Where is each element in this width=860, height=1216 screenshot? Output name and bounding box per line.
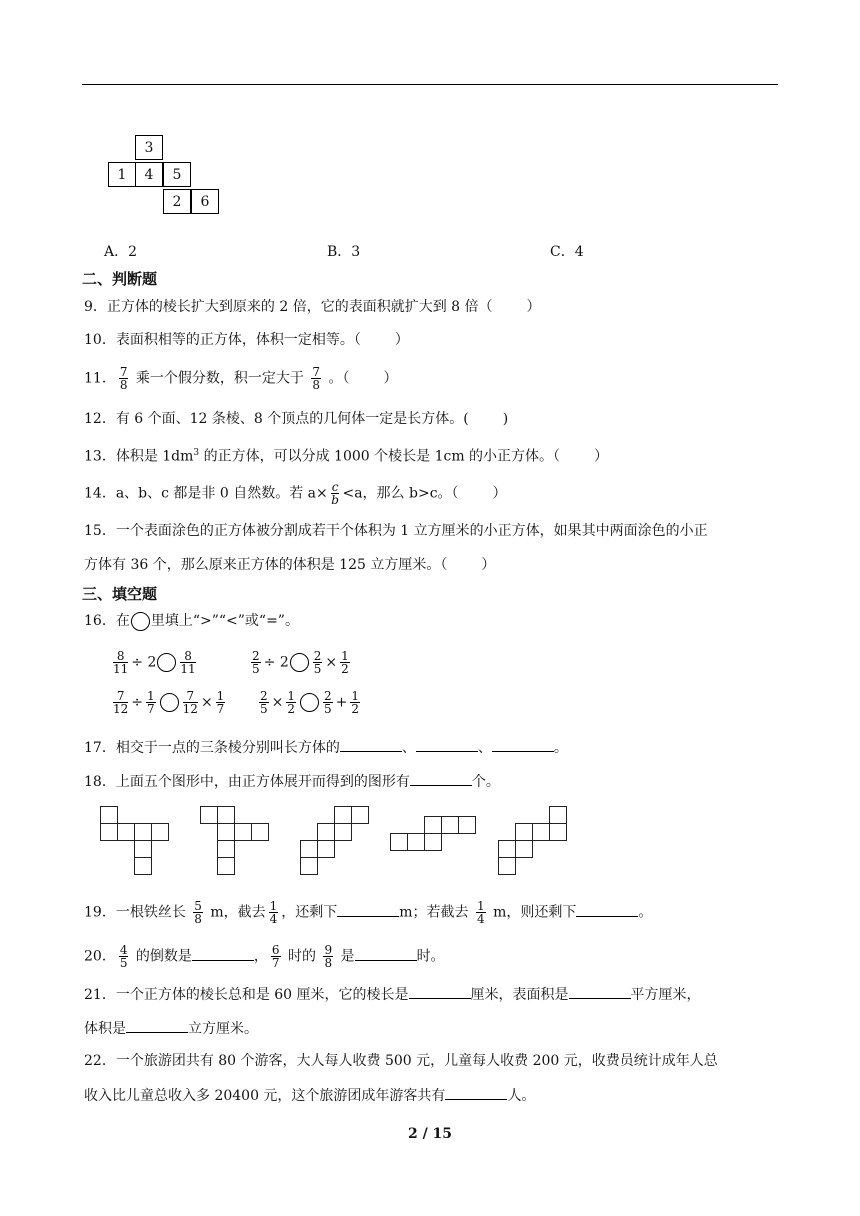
answer-blank[interactable] [492,737,554,752]
compare-circle [131,612,150,631]
question-17: 17．相交于一点的三条棱分别叫长方体的 、 、 。 [84,737,568,758]
compare-circle[interactable] [300,693,319,712]
question-22-line2: 收入比儿童总收入多 20400 元，这个旅游团成年游客共有 人。 [84,1085,535,1106]
answer-blank[interactable] [340,737,402,752]
question-11: 11． $\frac{7}{8}$ 乘一个假分数，积一定大于 $\frac{7}{8}$ 。（ ） [84,365,398,392]
answer-blank[interactable] [355,946,417,961]
net-cell: 4 [135,162,163,187]
choice-a: A．2 [104,244,138,260]
net-figure-1 [100,806,174,876]
compare-circle[interactable] [157,653,176,672]
compare-circle[interactable] [290,653,309,672]
choice-c: C．4 [550,244,584,260]
net-cell: 2 [163,189,191,214]
question-21-line1: 21．一个正方体的棱长总和是 60 厘米，它的棱长是 厘米，表面积是 平方厘米， [84,984,701,1005]
net-figure-2 [200,806,274,876]
answer-blank[interactable] [337,902,399,917]
page-number: 2 / 15 [407,1126,453,1142]
question-16: 16．在 里填上“>”“<”或“=”。 [84,613,299,629]
question-20: 20． $\frac{4}{5}$ 的倒数是 ， $\frac{6}{7}$ 时的 $\frac{9}{8}$ 是 时。 [84,943,445,970]
question-21-line2: 体积是 立方厘米。 [84,1018,258,1039]
question-14: 14．a、b、c 都是非 0 自然数。若 a× $\frac{c}{b}$ <a，那么 b>c。（ ） [84,480,507,507]
net-figure-4 [390,816,482,866]
question-12: 12．有 6 个面、12 条棱、8 个顶点的几何体一定是长方体。( ) [84,411,509,427]
cube-net-figure [108,135,223,217]
question-13: 13．体积是 $1dm^3$ 的正方体，可以分成 1000 个棱长是 1cm 的小正方体。（ ） [84,448,609,465]
answer-blank[interactable] [569,984,631,999]
expression-2: $\frac{2}{5}$ ÷ 2 $\frac{2}{5}$ × $\frac{1}{2}$ [252,649,349,676]
answer-blank[interactable] [192,946,254,961]
expression-3: $\frac{7}{12}$ ÷ $\frac{1}{7}$ $\frac{7}{12}$ × $\frac{1}{7}$ [113,689,225,716]
expression-1: $\frac{8}{11}$ ÷ 2 $\frac{8}{11}$ [113,649,196,676]
section-title-judgement: 二、判断题 [82,270,158,288]
net-cell: 3 [135,135,163,160]
choice-b: B．3 [327,244,361,260]
section-title-fill: 三、填空题 [82,585,158,603]
answer-blank[interactable] [126,1018,188,1033]
question-9: 9．正方体的棱长扩大到原来的 2 倍，它的表面积就扩大到 8 倍（ ） [84,299,541,315]
answer-blank[interactable] [576,902,638,917]
net-figure-5 [498,806,572,876]
net-cell: 5 [163,162,191,187]
answer-blank[interactable] [409,984,471,999]
net-cell: 1 [108,162,136,187]
answer-blank[interactable] [416,737,478,752]
compare-circle[interactable] [160,693,179,712]
question-15-line1: 15．一个表面涂色的正方体被分割成若干个体积为 1 立方厘米的小正方体，如果其中两面涂色的小正 [84,523,708,539]
net-cell: 6 [191,189,219,214]
net-figure-3 [300,806,374,876]
question-10: 10．表面积相等的正方体，体积一定相等。（ ） [84,332,409,348]
header-rule [82,84,778,85]
answer-blank[interactable] [410,771,472,786]
question-22-line1: 22．一个旅游团共有 80 个游客，大人每人收费 500 元，儿童每人收费 200 元，收费员统计成年人总 [84,1053,718,1069]
answer-blank[interactable] [445,1085,507,1100]
question-15-line2: 方体有 36 个，那么原来正方体的体积是 125 立方厘米。（ ） [84,557,496,573]
question-18: 18．上面五个图形中，由正方体展开而得到的图形有 个。 [84,771,500,792]
expression-4: $\frac{2}{5}$ × $\frac{1}{2}$ $\frac{2}{5}$ + $\frac{1}{2}$ [260,689,360,716]
question-19: 19．一根铁丝长 $\frac{5}{8}$ m，截去 $\frac{1}{4}$ ，还剩下 m；若截去 $\frac{1}{4}$ m，则还剩下 。 [84,899,653,926]
